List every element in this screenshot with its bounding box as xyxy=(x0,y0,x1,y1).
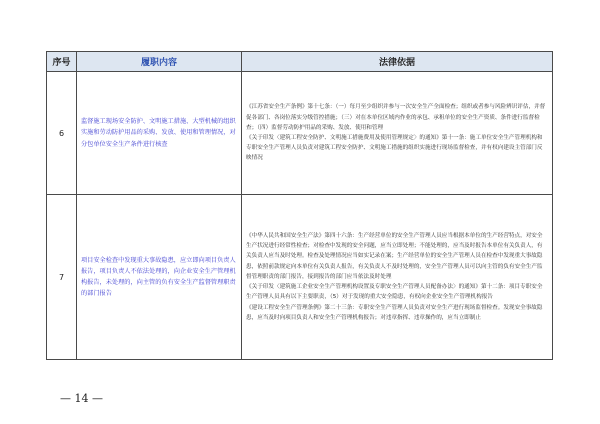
basis-paragraph: 《关于印发〈建筑工程安全防护、文明施工措施费用及使用管理规定〉的通知》第十一条：施工单位安全生产管理机构和专职安全生产管理人员负责对建筑工程安全防护、文明施工措施的组织实施进行现场监督检查，并有权向建设主管部门反映情况 xyxy=(246,135,543,162)
duties-table xyxy=(46,51,553,360)
basis-paragraph: 《江苏省安全生产条例》第十七条：（一）每月至少组织并参与一次安全生产全面检查；组织或者参与风险辨识评估，并督促各部门、各岗位落实分级管控措施；（三）对在本单位区域内作业的承包、承租单位的安全生产资质、条件进行监督检查；（四）监督劳动防护用品的采购、发放、使用和管理 xyxy=(246,104,546,131)
table-row xyxy=(47,195,553,360)
header-seq: 序号 xyxy=(47,52,77,72)
duties-table-container xyxy=(46,51,552,360)
header-basis: 法律依据 xyxy=(242,52,553,72)
row-seq: 7 xyxy=(47,195,77,360)
table-row xyxy=(47,72,553,195)
basis-paragraph: 《关于印发〈建筑施工企业安全生产管理机构设置及专职安全生产管理人员配备办法〉的通知》第十二条：项目专职安全生产管理人员具有以下主要职责，（5）对于发现的重大安全隐患，有权向企业安全生产管理机构报告 xyxy=(246,284,543,301)
header-duty: 履职内容 xyxy=(77,52,242,72)
row-basis xyxy=(242,72,553,195)
row-duty: 项目安全检查中发现重大事故隐患，应立即向项目负责人报告，项目负责人不依法处理的，向企业安全生产管理机构报告，未处理的，向主管的负有安全生产监督管理职责的部门报告 xyxy=(77,195,242,360)
table-header-row xyxy=(47,52,553,72)
basis-paragraph: 《中华人民共和国安全生产法》第四十六条：生产经营单位的安全生产管理人员应当根据本单位的生产经营特点，对安全生产状况进行经常性检查；对检查中发现的安全问题，应当立即处理；不能处理的，应当及时报告本单位有关负责人，有关负责人应当及时处理。检查及处理情况应当如实记录在案；生产经营单位的安全生产管理人员在检查中发现重大事故隐患，依照前款规定向本单位有关负责人报告，有关负责人不及时处理的，安全生产管理人员可以向主管的负有安全生产监督管理职责的部门报告，接到报告的部门应当依法及时处理 xyxy=(246,233,543,280)
basis-paragraph: 《建设工程安全生产管理条例》第二十三条：专职安全生产管理人员负责对安全生产进行现场监督检查。发现安全事故隐患，应当及时向项目负责人和安全生产管理机构报告；对违章指挥、违章操作的，应当立即制止 xyxy=(246,304,543,321)
row-seq: 6 xyxy=(47,72,77,195)
row-basis xyxy=(242,195,553,360)
page-number: — 14 — xyxy=(60,392,103,405)
row-duty: 监督施工现场安全防护、文明施工措施、大型机械的组织实施和劳动防护用品的采购、发放、使用和管理情况，对分包单位安全生产条件进行核查 xyxy=(77,72,242,195)
